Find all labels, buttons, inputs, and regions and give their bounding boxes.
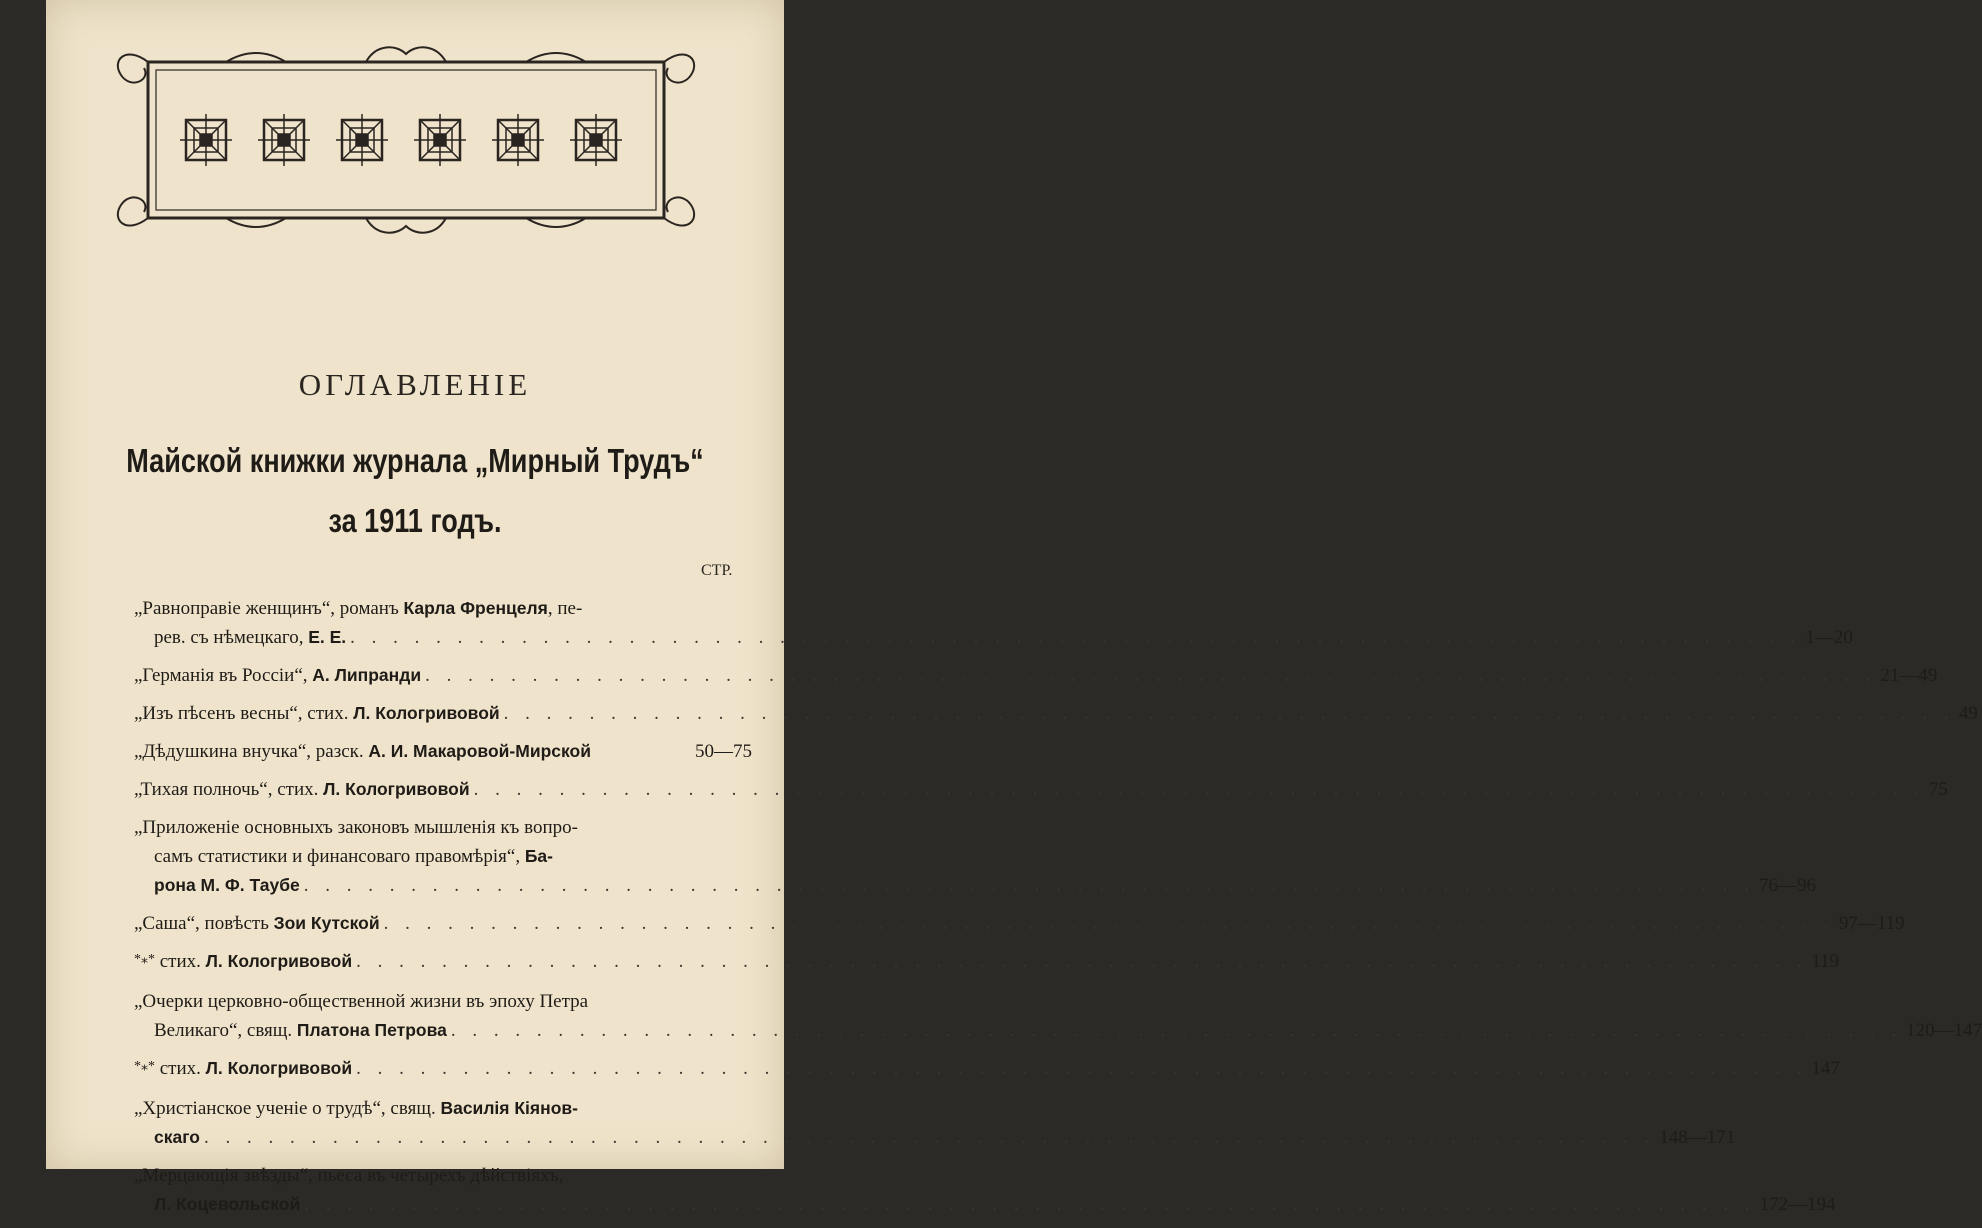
- page-title: ОГЛАВЛЕНІЕ: [298, 367, 532, 402]
- toc-entry: „Равноправіе женщинъ“, романъ Карла Френцеля, пе- рев. съ нѣмецкаго, Е. Е. . . . . . . . . . . . . . . . . . . . . . . . . . . . . . . . . . . . . . . . . . . . . . . . . . . . . . . . . . . . . . . . . . . . . 1—20: [134, 594, 752, 652]
- page-number: 50—75: [695, 741, 752, 762]
- table-of-contents: [134, 594, 1982, 1228]
- page-number: 21—49: [1880, 665, 1938, 686]
- subtitle-line-2: за 1911 годъ.: [328, 502, 502, 539]
- toc-entry: *⁎* стих. Л. Кологривовой . . . . . . . . . . . . . . . . . . . . . . . . . . . . . . . . . . . . . . . . . . . . . . . . . . . . . . . . . . . . . . . . . . . . 147: [134, 1054, 752, 1085]
- toc-entry: „Саша“, повѣсть Зои Кутской . . . . . . . . . . . . . . . . . . . . . . . . . . . . . . . . . . . . . . . . . . . . . . . . . . . . . . . . . . . . . . . . . . . . 97—119: [134, 909, 752, 938]
- book-page: [46, 0, 1982, 1215]
- page-number: 49: [1958, 703, 1978, 724]
- subtitle-line-1: Майской книжки журнала „Мирный Трудъ“: [126, 442, 704, 479]
- toc-entry: „Дѣдушкина внучка“, разск. А. И. Макаровой-Мирской 50—75: [134, 737, 752, 766]
- page-number: 76—96: [1759, 875, 1817, 896]
- page-number: 148—171: [1659, 1127, 1736, 1148]
- page-number: 1—20: [1805, 627, 1853, 648]
- toc-entry: „Очерки церковно-общественной жизни въ эпоху Петра Великаго“, свящ. Платона Петрова . . . . . . . . . . . . . . . . . . . . . . . . . . . . . . . . . . . . . . . . . . . . . . . . . . . . . . . . . . . . . . . . . . . . 120—147: [134, 987, 752, 1045]
- page-number: 172—194: [1759, 1194, 1836, 1215]
- toc-entry: „Тихая полночь“, стих. Л. Кологривовой . . . . . . . . . . . . . . . . . . . . . . . . . . . . . . . . . . . . . . . . . . . . . . . . . . . . . . . . . . . . . . . . . . . . 75: [134, 775, 752, 804]
- page-number: 147: [1811, 1058, 1840, 1079]
- toc-entry: „Приложеніе основныхъ законовъ мышленія къ вопро- самъ статистики и финансоваго правомѣрія“, Ба- рона М. Ф. Таубе . . . . . . . . . . . . . . . . . . . . . . . . . . . . . . . . . . . . . . . . . . . . . . . . . . . . . . . . . . . . . . . . . . . . 76—96: [134, 813, 752, 900]
- page-column-label: СТР.: [701, 562, 733, 579]
- decorative-header-ornament: [106, 40, 706, 240]
- page-number: 75: [1928, 779, 1948, 800]
- toc-entry: „Мерцающія звѣзды“, пьеса въ четырехъ дѣйствіяхъ, Л. Коцевольской . . . . . . . . . . . . . . . . . . . . . . . . . . . . . . . . . . . . . . . . . . . . . . . . . . . . . . . . . . . . . . . . . . . . 172—194: [134, 1161, 752, 1219]
- toc-entry: „Германія въ Россіи“, А. Липранди . . . . . . . . . . . . . . . . . . . . . . . . . . . . . . . . . . . . . . . . . . . . . . . . . . . . . . . . . . . . . . . . . . . . 21—49: [134, 661, 752, 690]
- asterism-icon: *⁎*: [134, 952, 155, 967]
- page-number: 120—147: [1906, 1020, 1982, 1041]
- toc-entry: „Христіанское ученіе о трудѣ“, свящ. Василія Кіянов- скаго . . . . . . . . . . . . . . . . . . . . . . . . . . . . . . . . . . . . . . . . . . . . . . . . . . . . . . . . . . . . . . . . . . . . 148—171: [134, 1094, 752, 1152]
- asterism-icon: *⁎*: [134, 1059, 155, 1074]
- page-number: 119: [1811, 951, 1840, 972]
- toc-entry: „Изъ пѣсенъ весны“, стих. Л. Кологривовой . . . . . . . . . . . . . . . . . . . . . . . . . . . . . . . . . . . . . . . . . . . . . . . . . . . . . . . . . . . . . . . . . . . . 49: [134, 699, 752, 728]
- toc-entry: *⁎* стих. Л. Кологривовой . . . . . . . . . . . . . . . . . . . . . . . . . . . . . . . . . . . . . . . . . . . . . . . . . . . . . . . . . . . . . . . . . . . . 119: [134, 947, 752, 978]
- page-number: 97—119: [1838, 913, 1905, 934]
